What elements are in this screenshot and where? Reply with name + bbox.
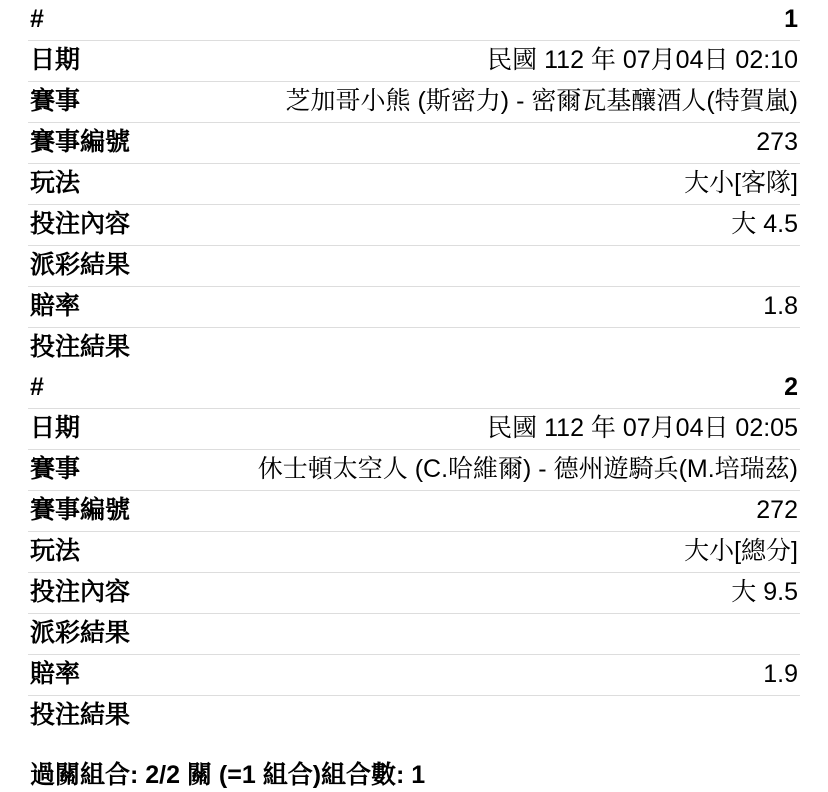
bet-odds-value: 1.8: [763, 292, 798, 320]
bet-date-row: [28, 409, 800, 450]
parlay-summary: 過關組合: 2/2 關 (=1 組合)組合數: 1: [30, 761, 426, 789]
bet-content-value: 大 9.5: [731, 578, 798, 606]
bet-payout-result-label: 派彩結果: [30, 251, 131, 279]
bet-odds-row: [28, 655, 800, 696]
bet-play-type-value: 大小[客隊]: [684, 169, 798, 197]
bet-event-number-row: [28, 491, 800, 532]
bet-event-label: 賽事: [30, 87, 81, 115]
bet-date-row: [28, 41, 800, 82]
bet-odds-value: 1.9: [763, 660, 798, 688]
bet-event-number-value: 272: [756, 496, 798, 524]
bet-content-value: 大 4.5: [731, 210, 798, 238]
bet-index-row: [28, 368, 800, 409]
bet-event-row: [28, 82, 800, 123]
bet-payout-result-row: [28, 246, 800, 287]
bet-payout-result-row: [28, 614, 800, 655]
bet-play-type-row: [28, 532, 800, 573]
bet-event-number-label: 賽事編號: [30, 496, 131, 524]
bet-play-type-label: 玩法: [30, 169, 81, 197]
bet-event-number-row: [28, 123, 800, 164]
bet-event-value: 芝加哥小熊 (斯密力) - 密爾瓦基釀酒人(特賀嵐): [285, 87, 798, 115]
bet-result-label: 投注結果: [30, 701, 131, 729]
bet-block: [28, 0, 800, 368]
bet-odds-label: 賠率: [30, 660, 81, 688]
bet-play-type-row: [28, 164, 800, 205]
bet-event-number-label: 賽事編號: [30, 128, 131, 156]
bet-index-row: [28, 0, 800, 41]
bet-play-type-label: 玩法: [30, 537, 81, 565]
bet-payout-result-label: 派彩結果: [30, 619, 131, 647]
bet-index-value: 1: [784, 5, 798, 33]
bet-event-number-value: 273: [756, 128, 798, 156]
bet-event-value: 休士頓太空人 (C.哈維爾) - 德州遊騎兵(M.培瑞茲): [257, 455, 798, 483]
bet-result-row: [28, 696, 800, 736]
bet-block: [28, 368, 800, 736]
bet-date-label: 日期: [30, 414, 81, 442]
bet-play-type-value: 大小[總分]: [684, 537, 798, 565]
bet-content-label: 投注內容: [30, 210, 131, 238]
bet-date-label: 日期: [30, 46, 81, 74]
bet-content-label: 投注內容: [30, 578, 131, 606]
bet-odds-label: 賠率: [30, 292, 81, 320]
bet-odds-row: [28, 287, 800, 328]
bet-index-label: #: [30, 5, 44, 33]
bet-event-row: [28, 450, 800, 491]
bet-index-value: 2: [784, 373, 798, 401]
bet-result-row: [28, 328, 800, 368]
bet-result-label: 投注結果: [30, 333, 131, 361]
bet-content-row: [28, 205, 800, 246]
bet-event-label: 賽事: [30, 455, 81, 483]
bet-date-value: 民國 112 年 07月04日 02:05: [487, 414, 798, 442]
bet-date-value: 民國 112 年 07月04日 02:10: [487, 46, 798, 74]
bet-index-label: #: [30, 373, 44, 401]
bet-content-row: [28, 573, 800, 614]
